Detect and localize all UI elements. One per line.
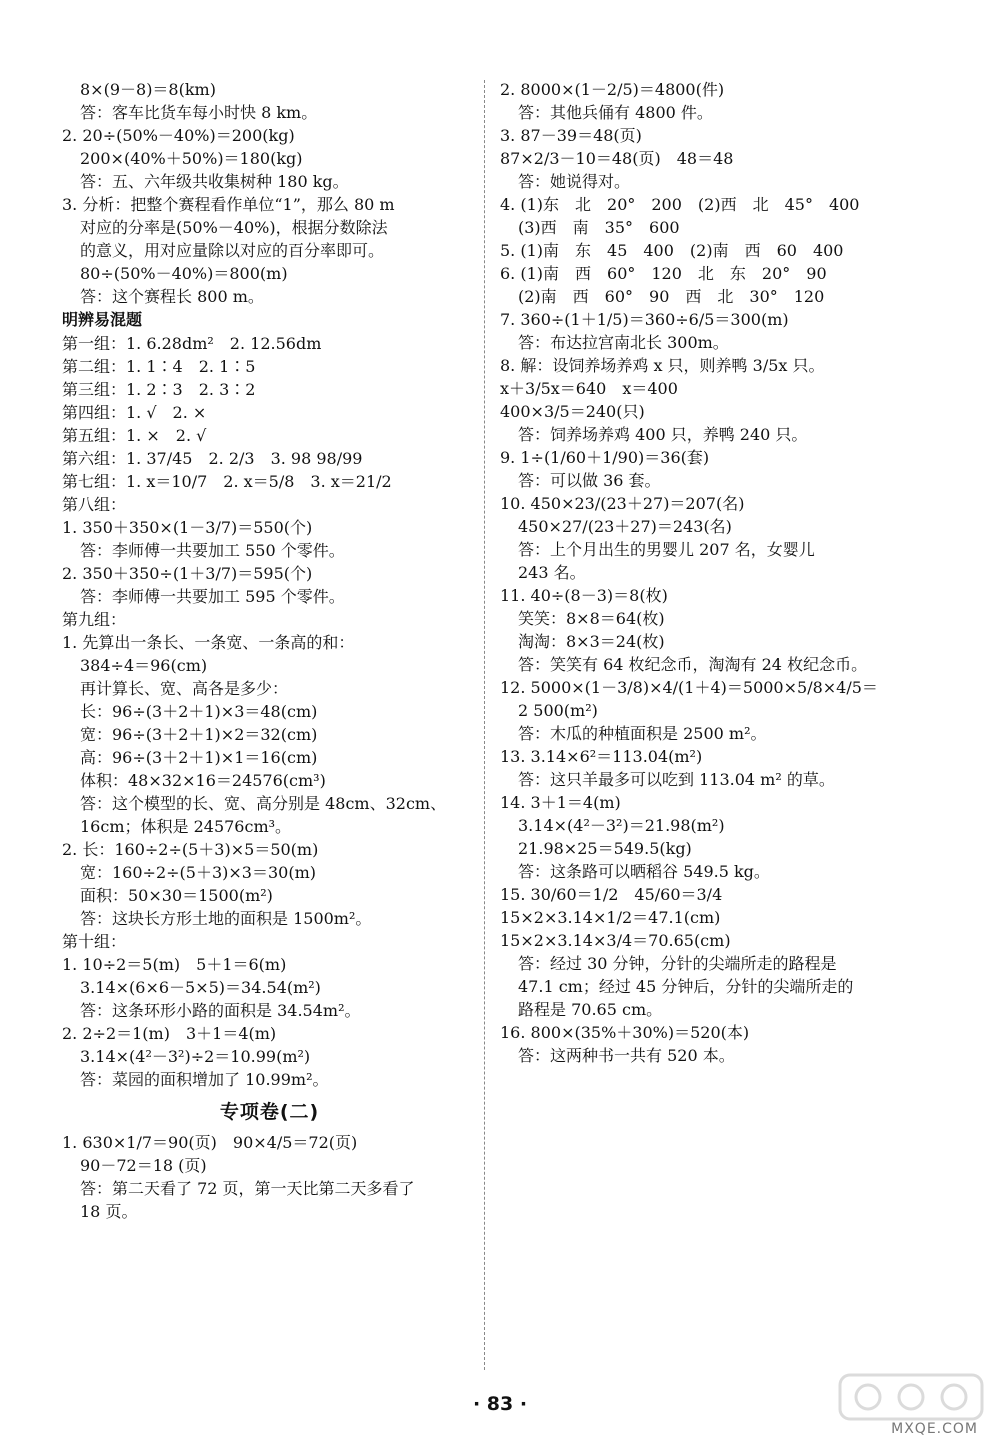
- answer-line: 第四组：1. √ 2. ×: [62, 403, 207, 422]
- answer-line: 7. 360÷(1＋1/5)＝360÷6/5＝300(m): [500, 310, 789, 329]
- answer-line: 9. 1÷(1/60＋1/90)＝36(套): [500, 448, 710, 467]
- answer-line: 2. 2÷2＝1(m) 3＋1＝4(m): [62, 1024, 277, 1043]
- answer-line: 宽：96÷(3＋2＋1)×2＝32(cm): [80, 725, 318, 744]
- answer-line: 答：这只羊最多可以吃到 113.04 m² 的草。: [518, 770, 835, 789]
- answer-line: 答：布达拉宫南北长 300m。: [518, 333, 729, 352]
- answer-line: 第十组：: [62, 932, 127, 951]
- answer-line: 8. 解：设饲养场养鸡 x 只，则养鸭 3/5x 只。: [500, 356, 825, 375]
- answer-line: 第三组：1. 2∶3 2. 3∶2: [62, 380, 256, 399]
- right-column: [500, 78, 940, 1067]
- watermark-text: MXQE.COM: [891, 1421, 978, 1437]
- answer-line: 答：这块长方形土地的面积是 1500m²。: [80, 909, 372, 928]
- answer-line: 400×3/5＝240(只): [500, 402, 645, 421]
- answer-line: 第八组：: [62, 495, 127, 514]
- answer-line: 体积：48×32×16＝24576(cm³): [80, 771, 326, 790]
- answer-line: 14. 3＋1＝4(m): [500, 793, 621, 812]
- answer-line: (3)西 南 35° 600: [518, 218, 680, 237]
- answer-line: 答：这个赛程长 800 m。: [80, 287, 264, 306]
- answer-line: 2. 350＋350÷(1＋3/7)＝595(个): [62, 564, 313, 583]
- answer-line: 10. 450×23/(23＋27)＝207(名): [500, 494, 745, 513]
- answer-line: 答：这两种书一共有 520 本。: [518, 1046, 735, 1065]
- answer-line: 4. (1)东 北 20° 200 (2)西 北 45° 400: [500, 195, 860, 214]
- answer-line: 3. 分析：把整个赛程看作单位“1”，那么 80 m: [62, 195, 395, 214]
- answer-line: 对应的分率是(50%－40%)，根据分数除法: [80, 218, 388, 237]
- left-column: [62, 78, 477, 1223]
- answer-line: 3. 87－39＝48(页): [500, 126, 642, 145]
- answer-line: 答：这条路可以晒稻谷 549.5 kg。: [518, 862, 770, 881]
- answer-line: 47.1 cm；经过 45 分钟后，分针的尖端所走的: [518, 977, 854, 996]
- answer-line: 2 500(m²): [518, 701, 598, 720]
- answer-line: 87×2/3－10＝48(页) 48＝48: [500, 149, 734, 168]
- answer-line: 384÷4＝96(cm): [80, 656, 208, 675]
- answer-line: 11. 40÷(8－3)＝8(枚): [500, 586, 668, 605]
- answer-line: 第一组：1. 6.28dm² 2. 12.56dm: [62, 334, 322, 353]
- answer-line: 12. 5000×(1－3/8)×4/(1＋4)＝5000×5/8×4/5＝: [500, 678, 878, 697]
- answer-line: 3.14×(4²－3²)＝21.98(m²): [518, 816, 725, 835]
- answer-line: 答：上个月出生的男婴儿 207 名，女婴儿: [518, 540, 815, 559]
- answer-line: 长：96÷(3＋2＋1)×3＝48(cm): [80, 702, 318, 721]
- answer-line: 答：这条环形小路的面积是 34.54m²。: [80, 1001, 361, 1020]
- answer-line: (2)南 西 60° 90 西 北 30° 120: [518, 287, 825, 306]
- answer-line: 高：96÷(3＋2＋1)×1＝16(cm): [80, 748, 318, 767]
- answer-line: 答：饲养场养鸡 400 只，养鸭 240 只。: [518, 425, 808, 444]
- answer-line: 答：李师傅一共要加工 595 个零件。: [80, 587, 345, 606]
- answer-line: 答：这个模型的长、宽、高分别是 48cm、32cm、: [80, 794, 447, 813]
- section-title: 专项卷(二): [219, 1101, 320, 1123]
- answer-line: 450×27/(23＋27)＝243(名): [518, 517, 732, 536]
- answer-line: 3.14×(4²－3²)÷2＝10.99(m²): [80, 1047, 311, 1066]
- answer-line: 1. 10÷2＝5(m) 5＋1＝6(m): [62, 955, 287, 974]
- answer-line: 笑笑：8×8＝64(枚): [518, 609, 665, 628]
- answer-line: 15×2×3.14×3/4＝70.65(cm): [500, 931, 731, 950]
- answer-line: 答：笑笑有 64 枚纪念币，淘淘有 24 枚纪念币。: [518, 655, 868, 674]
- answer-line: 淘淘：8×3＝24(枚): [518, 632, 665, 651]
- answer-line: 243 名。: [518, 563, 586, 582]
- answer-line: 答：木瓜的种植面积是 2500 m²。: [518, 724, 767, 743]
- answer-line: 答：可以做 36 套。: [518, 471, 661, 490]
- answer-line: 2. 长：160÷2÷(5＋3)×5＝50(m): [62, 840, 319, 859]
- answer-line: 第九组：: [62, 610, 127, 629]
- answer-line: 答：菜园的面积增加了 10.99m²。: [80, 1070, 329, 1089]
- answer-line: 15. 30/60＝1/2 45/60＝3/4: [500, 885, 723, 904]
- answer-line: 16cm；体积是 24576cm³。: [80, 817, 292, 836]
- answer-line: 答：李师傅一共要加工 550 个零件。: [80, 541, 345, 560]
- answer-line: 面积：50×30＝1500(m²): [80, 886, 273, 905]
- answer-line: 200×(40%＋50%)＝180(kg): [80, 149, 303, 168]
- answer-line: 5. (1)南 东 45 400 (2)南 西 60 400: [500, 241, 844, 260]
- answer-line: 21.98×25＝549.5(kg): [518, 839, 692, 858]
- answer-line: 答：经过 30 分钟，分针的尖端所走的路程是: [518, 954, 837, 973]
- answer-line: 的意义，用对应量除以对应的百分率即可。: [80, 241, 385, 260]
- answer-line: 答：客车比货车每小时快 8 km。: [80, 103, 318, 122]
- answer-line: 16. 800×(35%＋30%)＝520(本): [500, 1023, 750, 1042]
- answer-line: 90－72＝18 (页): [80, 1156, 207, 1175]
- answer-line: 1. 350＋350×(1－3/7)＝550(个): [62, 518, 313, 537]
- answer-line: 8×(9－8)＝8(km): [80, 80, 216, 99]
- section-heading: 明辨易混题: [62, 310, 143, 329]
- answer-line: 3.14×(6×6－5×5)＝34.54(m²): [80, 978, 321, 997]
- answer-line: x＋3/5x＝640 x＝400: [500, 379, 678, 398]
- answer-line: 第七组：1. x＝10/7 2. x＝5/8 3. x＝21/2: [62, 472, 392, 491]
- answer-line: 答：她说得对。: [518, 172, 631, 191]
- answer-line: 6. (1)南 西 60° 120 北 东 20° 90: [500, 264, 827, 283]
- answer-line: 2. 20÷(50%－40%)＝200(kg): [62, 126, 295, 145]
- answer-line: 答：其他兵俑有 4800 件。: [518, 103, 713, 122]
- answer-line: 第五组：1. × 2. √: [62, 426, 207, 445]
- answer-line: 15×2×3.14×1/2＝47.1(cm): [500, 908, 721, 927]
- page-number: · 83 ·: [472, 1393, 528, 1415]
- answer-line: 2. 8000×(1－2/5)＝4800(件): [500, 80, 725, 99]
- answer-line: 答：五、六年级共收集树种 180 kg。: [80, 172, 349, 191]
- answer-line: 第六组：1. 37/45 2. 2/3 3. 98 98/99: [62, 449, 363, 468]
- answer-line: 答：第二天看了 72 页，第一天比第二天多看了: [80, 1179, 415, 1198]
- answer-line: 18 页。: [80, 1202, 138, 1221]
- answer-line: 第二组：1. 1∶4 2. 1∶5: [62, 357, 256, 376]
- answer-line: 1. 630×1/7＝90(页) 90×4/5＝72(页): [62, 1133, 358, 1152]
- answer-line: 1. 先算出一条长、一条宽、一条高的和：: [62, 633, 355, 652]
- answer-line: 再计算长、宽、高各是多少：: [80, 679, 289, 698]
- answer-line: 路程是 70.65 cm。: [518, 1000, 663, 1019]
- answer-line: 80÷(50%－40%)＝800(m): [80, 264, 288, 283]
- answer-line: 宽：160÷2÷(5＋3)×3＝30(m): [80, 863, 316, 882]
- column-divider: [484, 80, 485, 1370]
- answer-line: 13. 3.14×6²＝113.04(m²): [500, 747, 703, 766]
